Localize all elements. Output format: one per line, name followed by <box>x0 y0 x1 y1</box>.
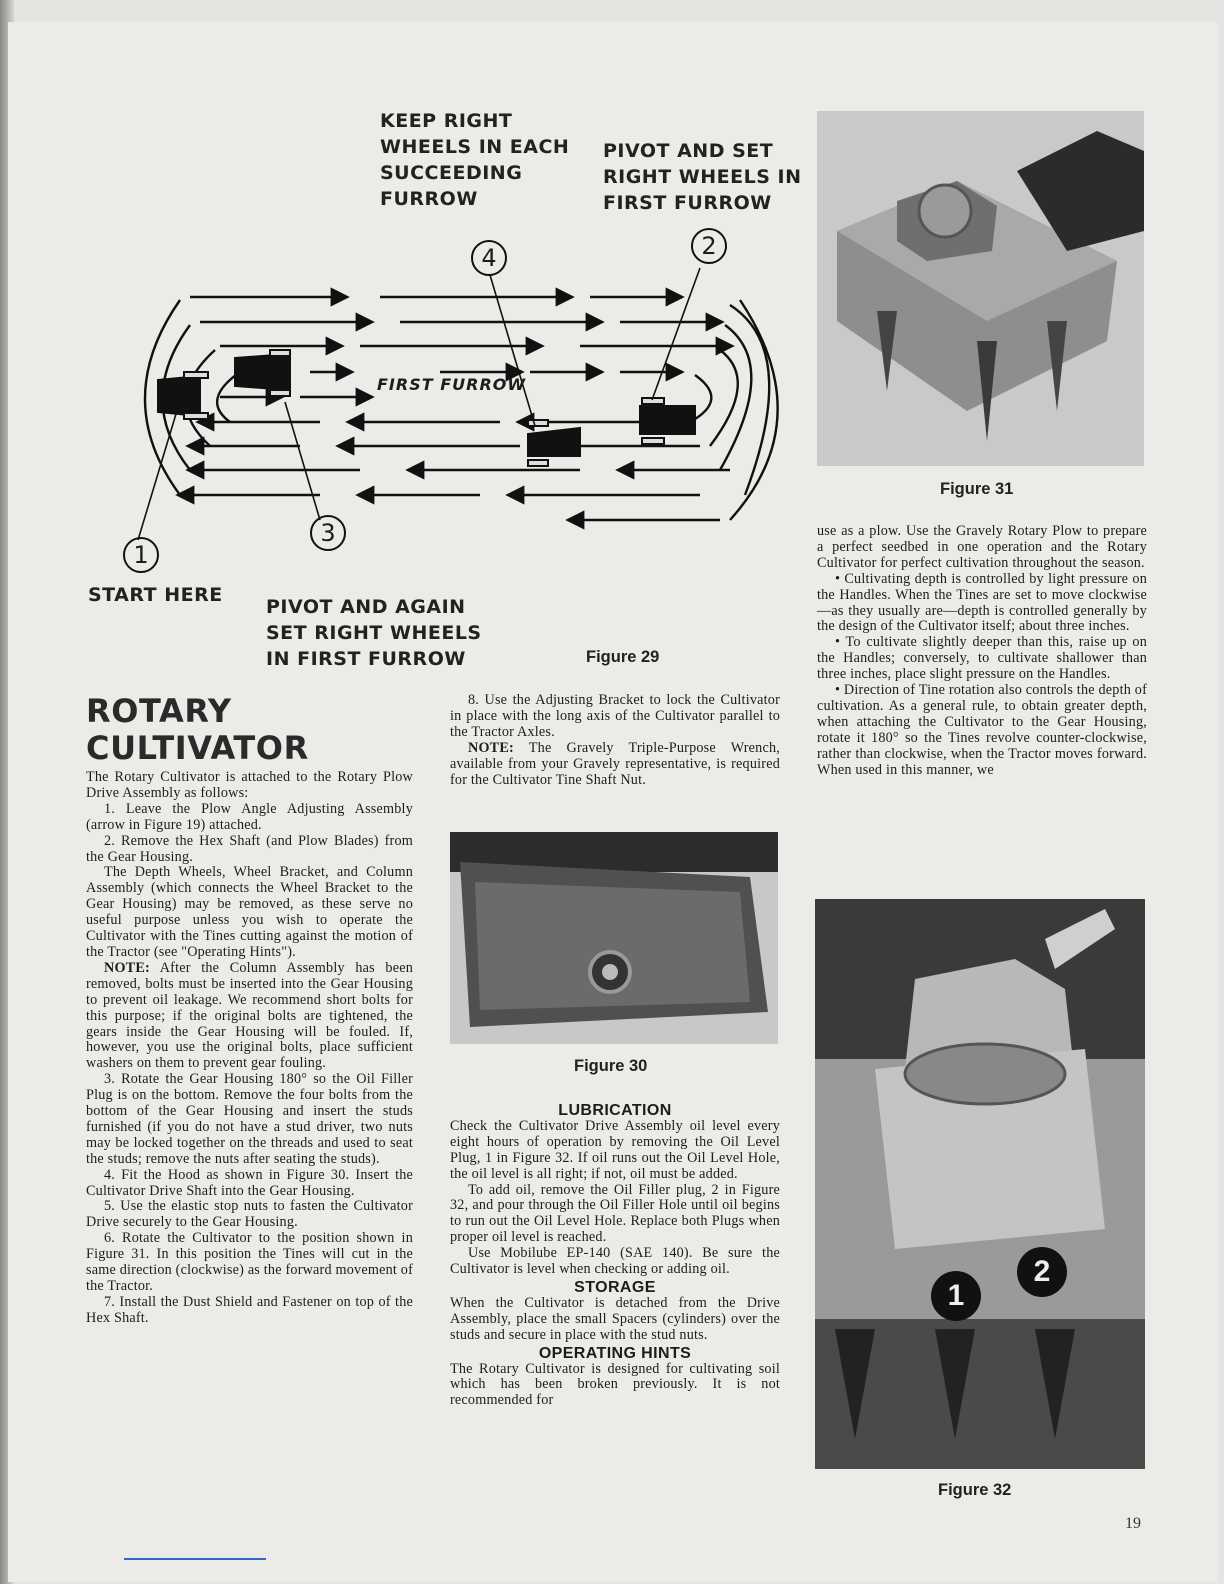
step-3: 3. Rotate the Gear Housing 180° so the Oil Filler Plug is on the bottom. Remove the four bolts from the bottom of the Gear Housing and insert the studs furnished (if you do not have a stud driver, two nuts may be locked together on the threads and used to seat the studs; remove the nuts after seating the studs). <box>86 1071 413 1167</box>
storage-heading: STORAGE <box>574 1278 656 1296</box>
note-label-2: NOTE: <box>468 739 514 756</box>
lubrication-para-1: Check the Cultivator Drive Assembly oil level every eight hours of operation by removing the Oil Level Plug, 1 in Figure 32. If oil runs out the Oil Level Hole, the oil level is all right; if not, oil must be added. <box>450 1117 780 1182</box>
figure-30-photo <box>450 832 778 1044</box>
depth-wheels-paragraph: The Depth Wheels, Wheel Bracket, and Column Assembly (which connects the Wheel Bracket to the Gear Housing) may be removed, as these serve no useful purpose unless you wish to operate the Cultivator with the Tines cutting against the motion of the Tractor (see "Operating Hints"). <box>86 864 413 960</box>
callout-1: 1 <box>931 1271 981 1321</box>
figure-32-photo <box>815 899 1145 1469</box>
bullet-depth-control: • Cultivating depth is controlled by light pressure on the Handles. When the Tines are set to move clockwise—as they usually are—depth is controlled generally by the design of the Cultivator itself; about three inches. <box>817 570 1147 635</box>
note-label: NOTE: <box>104 959 150 976</box>
column-2-bottom <box>450 1101 780 1409</box>
scan-artifact-line <box>124 1558 266 1560</box>
note-paragraph <box>86 961 413 1072</box>
page-number: 19 <box>1125 1515 1141 1532</box>
intro-paragraph: The Rotary Cultivator is attached to the Rotary Plow Drive Assembly as follows: <box>86 769 413 801</box>
column-3 <box>817 524 1147 779</box>
marker-4: 4 <box>471 240 507 276</box>
label-pivot-again: PIVOT AND AGAIN SET RIGHT WHEELS IN FIRST FURROW <box>266 596 482 670</box>
continuation-paragraph: use as a plow. Use the Gravely Rotary Plow to prepare a perfect seedbed in one operation and the Rotary Cultivator for perfect cultivation throughout the season. <box>817 523 1147 571</box>
wrench-note <box>450 741 780 789</box>
bullet-direction: • Direction of Tine rotation also controls the depth of cultivation. As a general rule, to obtain greater depth, when attaching the Cultivator to the Gear Housing, rotate it 180° so the Tines revolve counter-clockwise, rather than clockwise, when the Tractor moves forward. When used in this manner, we <box>817 682 1147 778</box>
step-2: 2. Remove the Hex Shaft (and Plow Blades) from the Gear Housing. <box>86 832 413 865</box>
label-pivot-and-set: PIVOT AND SET RIGHT WHEELS IN FIRST FURROW <box>603 140 802 214</box>
step-7: 7. Install the Dust Shield and Fastener on top of the Hex Shaft. <box>86 1293 413 1326</box>
operating-hints-paragraph: The Rotary Cultivator is designed for cultivating soil which has been broken previously. It is not recommended for <box>450 1360 780 1409</box>
section-title <box>86 693 309 767</box>
step-1: 1. Leave the Plow Angle Adjusting Assembly (arrow in Figure 19) attached. <box>86 800 413 833</box>
figure-32-caption: Figure 32 <box>938 1481 1012 1499</box>
column-2-top <box>450 693 780 788</box>
storage-paragraph: When the Cultivator is detached from the Drive Assembly, place the small Spacers (cylinders) over the studs and secure in place with the stud nuts. <box>450 1294 780 1343</box>
wrench-note-text: The Gravely Triple-Purpose Wrench, available from your Gravely representative, is required for the Cultivator Tine Shaft Nut. <box>450 739 780 788</box>
lubrication-para-3: Use Mobilube EP-140 (SAE 140). Be sure the Cultivator is level when checking or adding oil. <box>450 1245 780 1278</box>
lubrication-heading: LUBRICATION <box>558 1102 672 1119</box>
title-line-2: CULTIVATOR <box>86 729 309 767</box>
step-6: 6. Rotate the Cultivator to the position shown in Figure 31. In this position the Tines will cut in the same direction (clockwise) as the forward movement of the Tractor. <box>86 1230 413 1294</box>
figure-30-caption: Figure 30 <box>574 1057 648 1075</box>
label-start-here: START HERE <box>88 584 223 606</box>
figure-31-photo <box>817 111 1144 466</box>
figure-31-caption: Figure 31 <box>940 480 1014 498</box>
step-8: 8. Use the Adjusting Bracket to lock the Cultivator in place with the long axis of the Cultivator parallel to the Tractor Axles. <box>450 692 780 740</box>
step-5: 5. Use the elastic stop nuts to fasten the Cultivator Drive securely to the Gear Housing. <box>86 1198 413 1231</box>
bullet-deeper: • To cultivate slightly deeper than this, raise up on the Handles; conversely, to cultivate shallower than three inches, place slight pressure on the Handles. <box>817 634 1147 683</box>
label-keep-right: KEEP RIGHT WHEELS IN EACH SUCCEEDING FURROW <box>380 110 570 210</box>
lubrication-para-2: To add oil, remove the Oil Filler plug, 2 in Figure 32, and pour through the Oil Filler Hole until oil begins to run out the Oil Level Hole. Replace both Plugs when proper oil level is reached. <box>450 1181 780 1246</box>
figure-29-caption: Figure 29 <box>586 648 660 666</box>
step-4: 4. Fit the Hood as shown in Figure 30. Insert the Cultivator Drive Shaft into the Gear Housing. <box>86 1166 413 1199</box>
marker-1: 1 <box>123 537 159 573</box>
title-line-1: ROTARY <box>86 692 232 730</box>
column-1 <box>86 770 413 1327</box>
first-furrow-label: FIRST FURROW <box>377 375 527 394</box>
note-text: After the Column Assembly has been removed, bolts must be inserted into the Gear Housing to prevent oil leakage. We recommend short bolts for this purpose; if the original bolts are tightened, the gears inside the Gear Housing will be fouled. If, however, you use the original bolts, place sufficient washers on them to prevent gear fouling. <box>86 959 413 1072</box>
marker-2: 2 <box>691 228 727 264</box>
operating-hints-heading: OPERATING HINTS <box>538 1344 692 1362</box>
marker-3: 3 <box>310 515 346 551</box>
callout-2: 2 <box>1017 1247 1067 1297</box>
